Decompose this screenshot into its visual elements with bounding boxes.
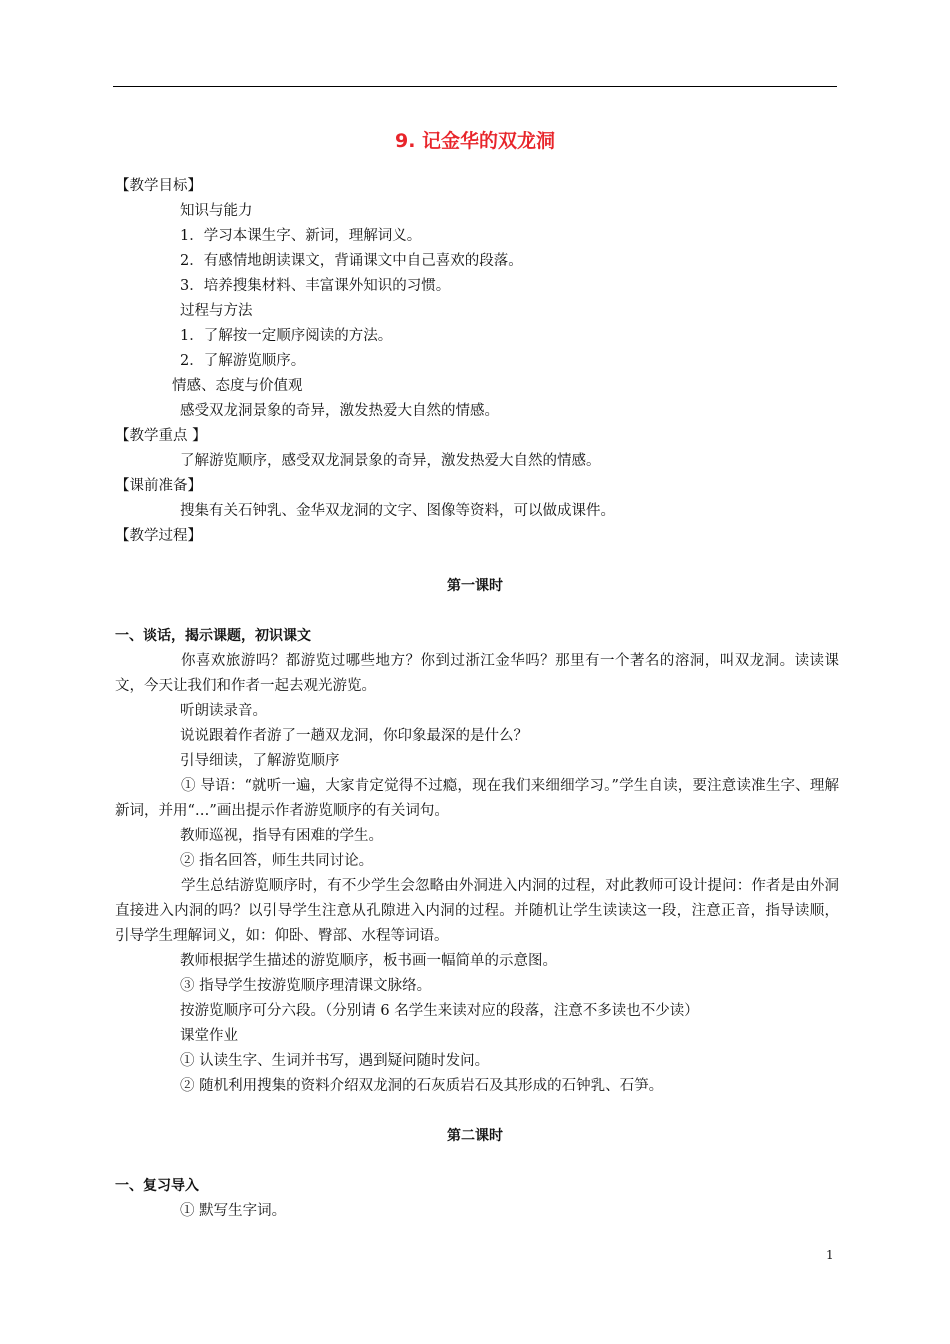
page-title: 9. 记金华的双龙洞 — [394, 130, 556, 152]
text-line: 感受双龙洞景象的奇异，激发热爱大自然的情感。 — [180, 403, 499, 419]
text-line: 教师巡视，指导有困难的学生。 — [180, 828, 383, 844]
lesson-heading: 第一课时 — [447, 578, 503, 594]
section-heading: 一、谈话，揭示课题，初识课文 — [115, 628, 311, 644]
text-line: 按游览顺序可分六段。（分别请 6 名学生来读对应的段落，注意不多读也不少读） — [180, 1003, 699, 1019]
text-line: 课堂作业 — [180, 1028, 238, 1044]
text-line: 说说跟着作者游了一趟双龙洞，你印象最深的是什么？ — [180, 728, 528, 744]
text-line: ① 认读生字、生词并书写，遇到疑问随时发问。 — [180, 1053, 490, 1069]
lesson-heading: 第二课时 — [447, 1128, 503, 1144]
text-line: ② 随机利用搜集的资料介绍双龙洞的石灰质岩石及其形成的石钟乳、石笋。 — [180, 1078, 664, 1094]
text-line: 了解游览顺序，感受双龙洞景象的奇异，激发热爱大自然的情感。 — [180, 453, 601, 469]
text-line: 1．了解按一定顺序阅读的方法。 — [180, 328, 393, 344]
text-line: 搜集有关石钟乳、金华双龙洞的文字、图像等资料，可以做成课件。 — [180, 503, 615, 519]
text-line: 过程与方法 — [180, 303, 253, 319]
section-heading: 一、复习导入 — [115, 1178, 199, 1194]
paragraph: 学生总结游览顺序时，有不少学生会忽略由外洞进入内洞的过程，对此教师可设计提问：作者是由外洞直接进入内洞的吗？以引导学生注意从孔隙进入内洞的过程。并随机让学生读读这一段，注意正音，指导读顺，引导学生理解词义，如：仰卧、臀部、水程等词语。 — [115, 878, 839, 944]
paragraph: 你喜欢旅游吗？都游览过哪些地方？你到过浙江金华吗？那里有一个著名的溶洞，叫双龙洞。读读课文，今天让我们和作者一起去观光游览。 — [115, 653, 839, 694]
heading-preparation: 【课前准备】 — [115, 478, 202, 494]
heading-teaching-process: 【教学过程】 — [115, 528, 202, 544]
text-line: ② 指名回答，师生共同讨论。 — [180, 853, 374, 869]
text-line: 1．学习本课生字、新词，理解词义。 — [180, 228, 422, 244]
text-line: 2．了解游览顺序。 — [180, 353, 306, 369]
text-line: 2．有感情地朗读课文，背诵课文中自己喜欢的段落。 — [180, 253, 523, 269]
paragraph: ① 导语：“就听一遍，大家肯定觉得不过瘾，现在我们来细细学习。”学生自读，要注意读准生字、理解新词，并用“…”画出提示作者游览顺序的有关词句。 — [115, 778, 839, 819]
page-number: 1 — [826, 1248, 834, 1262]
text-line: 引导细读，了解游览顺序 — [180, 753, 340, 769]
text-line: 知识与能力 — [180, 203, 253, 219]
text-line: 情感、态度与价值观 — [172, 378, 303, 394]
text-line: 3．培养搜集材料、丰富课外知识的习惯。 — [180, 278, 451, 294]
text-line: 教师根据学生描述的游览顺序，板书画一幅简单的示意图。 — [180, 953, 557, 969]
text-line: 听朗读录音。 — [180, 703, 267, 719]
heading-teaching-focus: 【教学重点 】 — [115, 428, 207, 444]
header-rule — [113, 86, 837, 87]
heading-teaching-goals: 【教学目标】 — [115, 178, 202, 194]
text-line: ① 默写生字词。 — [180, 1203, 287, 1219]
text-line: ③ 指导学生按游览顺序理清课文脉络。 — [180, 978, 432, 994]
